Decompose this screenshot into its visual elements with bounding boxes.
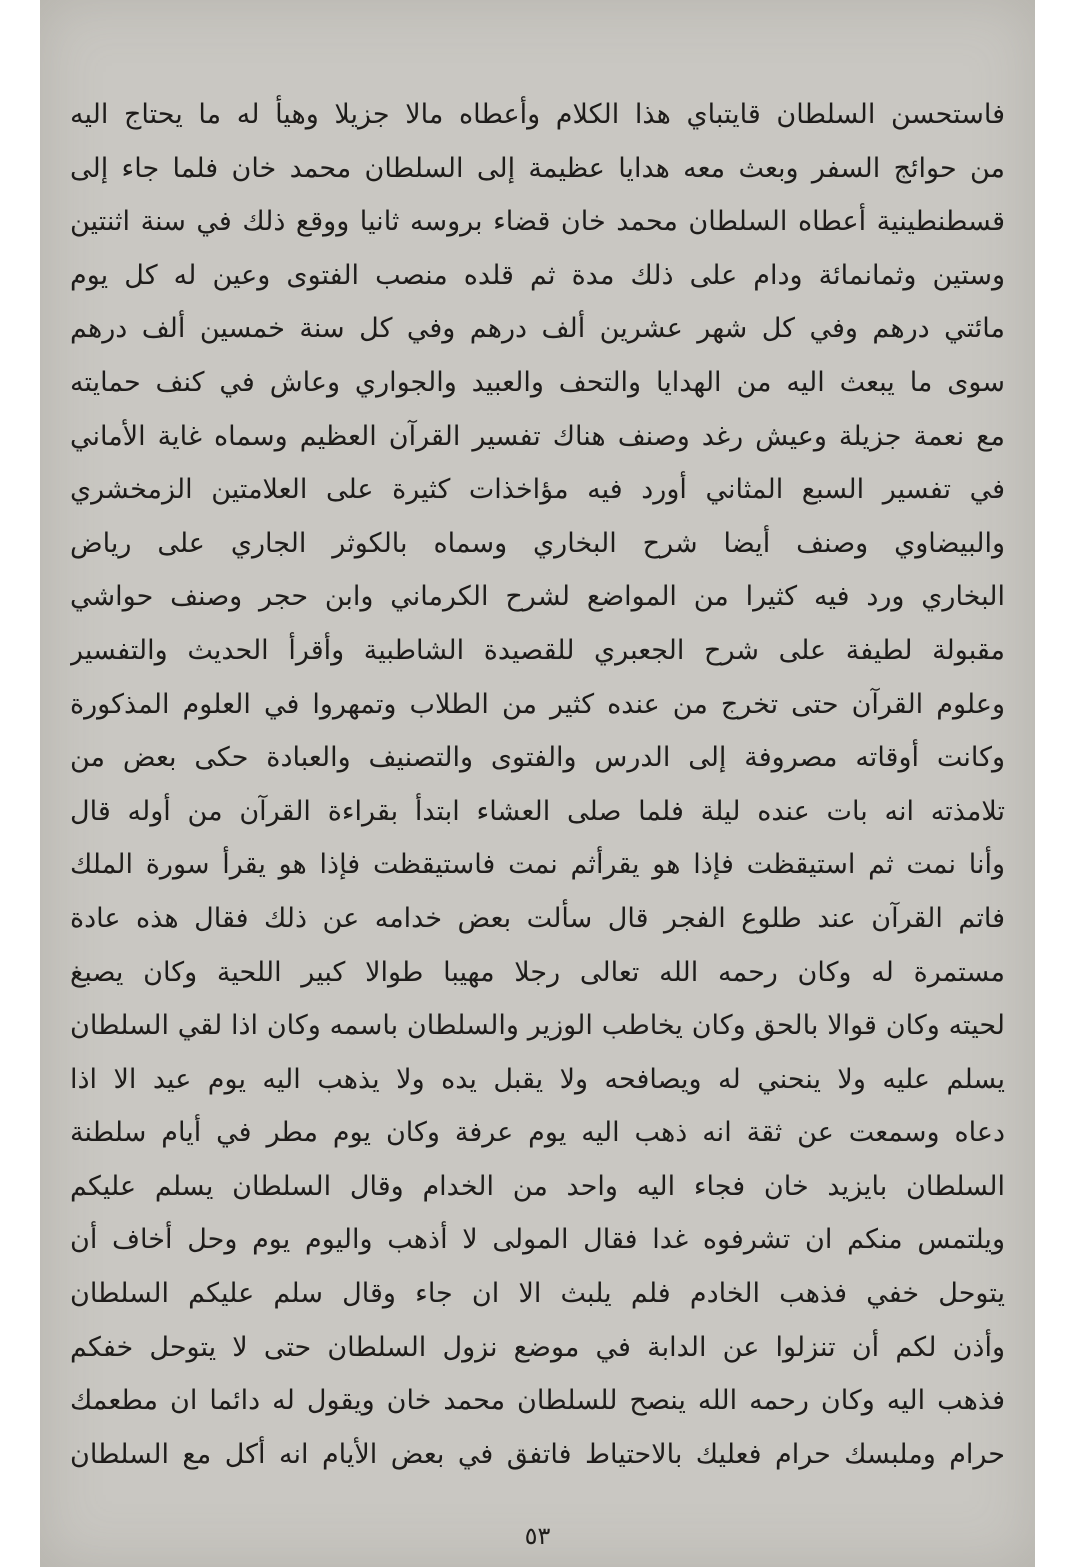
text-line: وأنا نمت ثم استيقظت فإذا هو يقرأثم نمت فاستيقظت فإذا هو يقرأ سورة الملك — [70, 849, 1005, 881]
text-line: يسلم عليه ولا ينحني له ويصافحه ولا يقبل يده ولا يذهب اليه يوم عيد الا اذا — [70, 1063, 1005, 1095]
text-line: لحيته وكان قوالا بالحق وكان يخاطب الوزير والسلطان باسمه وكان اذا لقي السلطان — [70, 1010, 1005, 1042]
text-line: فاتم القرآن عند طلوع الفجر قال سألت بعض خدامه عن ذلك فقال هذه عادة — [70, 902, 1005, 934]
text-line: السلطان بايزيد خان فجاء اليه واحد من الخدام وقال السلطان يسلم عليكم — [70, 1170, 1005, 1202]
text-line: وكانت أوقاته مصروفة إلى الدرس والفتوى والتصنيف والعبادة حكى بعض من — [70, 742, 1005, 774]
text-line: وعلوم القرآن حتى تخرج من عنده كثير من الطلاب وتمهروا في العلوم المذكورة — [70, 688, 1005, 720]
text-line: وأذن لكم أن تنزلوا عن الدابة في موضع نزول السلطان حتى لا يتوحل خفكم — [70, 1331, 1005, 1363]
text-line: تلامذته انه بات عنده ليلة فلما صلى العشاء ابتدأ بقراءة القرآن من أوله قال — [70, 795, 1005, 827]
text-line: ويلتمس منكم ان تشرفوه غدا فقال المولى لا أذهب واليوم يوم وحل أخاف أن — [70, 1224, 1005, 1256]
text-line: مائتي درهم وفي كل شهر عشرين ألف درهم وفي كل سنة خمسين ألف درهم — [70, 313, 1005, 345]
body-text — [70, 88, 1005, 1481]
text-line: من حوائج السفر وبعث معه هدايا عظيمة إلى السلطان محمد خان فلما جاء إلى — [70, 152, 1005, 184]
text-line: سوى ما يبعث اليه من الهدايا والتحف والعبيد والجواري وعاش في كنف حمايته — [70, 366, 1005, 398]
text-line: والبيضاوي وصنف أيضا شرح البخاري وسماه بالكوثر الجاري على رياض — [70, 527, 1005, 559]
text-line: مستمرة له وكان رحمه الله تعالى رجلا مهيبا طوالا كبير اللحية وكان يصبغ — [70, 956, 1005, 988]
text-line: فاستحسن السلطان قايتباي هذا الكلام وأعطاه مالا جزيلا وهيأ له ما يحتاج اليه — [70, 99, 1005, 130]
text-line: فذهب اليه وكان رحمه الله ينصح للسلطان محمد خان ويقول له دائما ان مطعمك — [70, 1385, 1005, 1417]
text-line: حرام وملبسك حرام فعليك بالاحتياط فاتفق في بعض الأيام انه أكل مع السلطان — [70, 1438, 1005, 1470]
text-line: في تفسير السبع المثاني أورد فيه مؤاخذات كثيرة على العلامتين الزمخشري — [70, 474, 1005, 506]
page-number: ٥٣ — [524, 1522, 551, 1550]
text-line: يتوحل خفي فذهب الخادم فلم يلبث الا ان جاء وقال سلم عليكم السلطان — [70, 1278, 1005, 1310]
text-line: مع نعمة جزيلة وعيش رغد وصنف هناك تفسير القرآن العظيم وسماه غاية الأماني — [70, 420, 1005, 452]
text-line: قسطنطينية أعطاه السلطان محمد خان قضاء بروسه ثانيا ووقع ذلك في سنة اثنتين — [70, 206, 1005, 238]
text-line: البخاري ورد فيه كثيرا من المواضع لشرح الكرماني وابن حجر وصنف حواشي — [70, 581, 1005, 613]
text-line: وستين وثمانمائة ودام على ذلك مدة ثم قلده منصب الفتوى وعين له كل يوم — [70, 259, 1005, 291]
text-line: مقبولة لطيفة على شرح الجعبري للقصيدة الشاطبية وأقرأ الحديث والتفسير — [70, 634, 1005, 666]
text-line: دعاه وسمعت عن ثقة انه ذهب اليه يوم عرفة وكان يوم مطر في أيام سلطنة — [70, 1117, 1005, 1149]
